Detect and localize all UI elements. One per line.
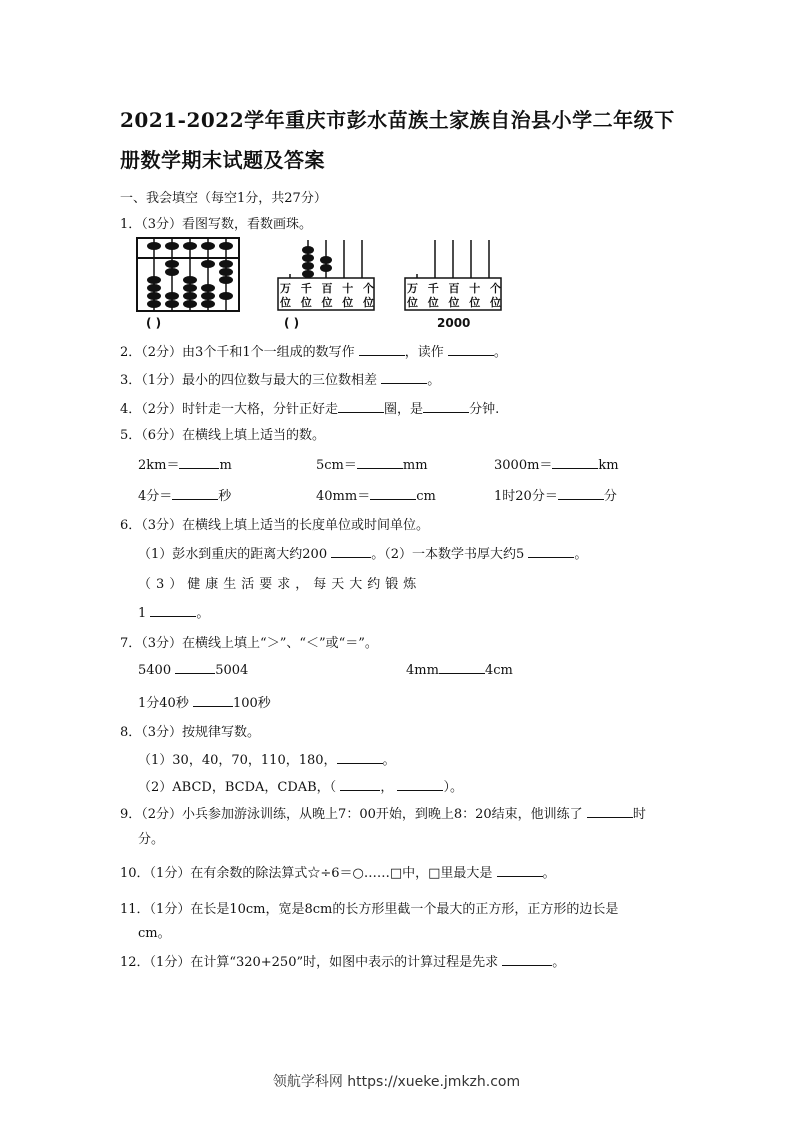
place-label-shi: 十 [342,282,354,295]
place-label-shi: 十 [469,282,481,295]
page-title: 2021-2022学年重庆市彭水苗族土家族自治县小学二年级下册数学期末试题及答案 [120,108,675,172]
question-2: 2．（2分）由3个千和1个一组成的数写作 ，读作 。 [120,345,507,360]
conversion-item: 5cm＝ mm [316,458,428,473]
question-1: 1．（3分）看图写数，看数画珠。 [120,217,313,232]
answer-blank [397,778,443,791]
place-suffix: 位 [280,296,291,309]
place-suffix: 位 [448,296,460,309]
question-12: 12．（1分）在计算“320+250”时，如图中表示的计算过程是先求 。 [120,955,566,970]
answer-blank [528,545,574,558]
conversion-item: 3000m＝ km [494,458,619,473]
section-heading: 一、我会填空（每空1分，共27分） [120,191,327,206]
question-7: 7．（3分）在横线上填上“＞”、“＜”或“＝”。 [120,636,378,651]
question-11: 11．（1分）在长是10cm，宽是8cm的长方形里截一个最大的正方形，正方形的边长是 [120,902,619,917]
question-6-line-2: （3）健康生活要求，每天大约锻炼 [138,577,422,592]
abacus-figure-3 [403,236,503,312]
place-suffix: 位 [342,296,354,309]
answer-bracket-1: ( ) [146,316,162,330]
answer-blank [552,456,598,469]
answer-blank [587,805,633,818]
compare-item: 5400 5004 [138,663,249,678]
question-9: 9．（2分）小兵参加游泳训练，从晚上7：00开始，到晚上8：20结束，他训练了 时 [120,807,646,822]
conversion-item: 4分＝ 秒 [138,489,232,504]
place-label-wan: 万 [280,282,291,295]
answer-blank [357,456,403,469]
answer-blank [193,694,233,707]
answer-blank [370,487,416,500]
answer-blank [448,343,494,356]
answer-blank [338,400,384,413]
place-label-wan: 万 [407,282,418,295]
abacus-figure-2 [276,236,376,312]
answer-blank [150,604,196,617]
answer-blank [439,661,485,674]
answer-blank [331,545,371,558]
abacus-figure-1 [136,236,242,314]
place-suffix: 位 [363,296,374,309]
compare-item: 4mm 4cm [406,663,513,678]
place-suffix: 位 [490,296,501,309]
place-label-ge: 个 [490,282,501,295]
answer-blank [381,371,427,384]
place-suffix: 位 [300,296,312,309]
place-suffix: 位 [427,296,439,309]
question-11-cont: cm。 [138,926,171,941]
answer-blank [175,661,215,674]
question-10: 10．（1分）在有余数的除法算式☆÷6＝○……□中，□里最大是 。 [120,866,556,881]
place-label-ge: 个 [363,282,374,295]
answer-blank [172,487,218,500]
question-6-line-1: （1）彭水到重庆的距离大约200 。（2）一本数学书厚大约5 。 [138,547,588,562]
question-4: 4．（2分）时针走一大格，分针正好走 圈，是 分钟. [120,402,500,417]
question-9-cont: 分。 [138,832,165,847]
place-label-bai: 百 [321,282,333,295]
question-6: 6．（3分）在横线上填上适当的长度单位或时间单位。 [120,518,430,533]
answer-blank [558,487,604,500]
answer-blank [423,400,469,413]
question-8-line-2: （2）ABCD，BCDA，CDAB，（ ， ）。 [138,780,463,795]
conversion-item: 1时20分＝ 分 [494,489,617,504]
answer-blank [359,343,405,356]
place-label-qian: 千 [300,282,312,295]
answer-bracket-2: ( ) [284,316,300,330]
place-label-qian: 千 [427,282,439,295]
answer-blank [497,864,543,877]
question-8: 8．（3分）按规律写数。 [120,725,261,740]
place-label-bai: 百 [448,282,460,295]
abacus-number-label: 2000 [437,316,471,330]
footer-watermark: 领航学科网 https://xueke.jmkzh.com [272,1074,521,1090]
place-suffix: 位 [321,296,333,309]
conversion-item: 40mm＝ cm [316,489,436,504]
question-3: 3．（1分）最小的四位数与最大的三位数相差 。 [120,373,441,388]
answer-blank [179,456,219,469]
place-suffix: 位 [469,296,481,309]
answer-blank [502,953,552,966]
question-5: 5．（6分）在横线上填上适当的数。 [120,428,326,443]
place-suffix: 位 [407,296,418,309]
conversion-item: 2km＝ m [138,458,232,473]
compare-item: 1分40秒 100秒 [138,696,271,711]
answer-blank [340,778,380,791]
question-6-line-3: 1 。 [138,606,210,621]
question-8-line-1: （1）30，40，70，110，180， 。 [138,753,396,768]
answer-blank [337,751,383,764]
